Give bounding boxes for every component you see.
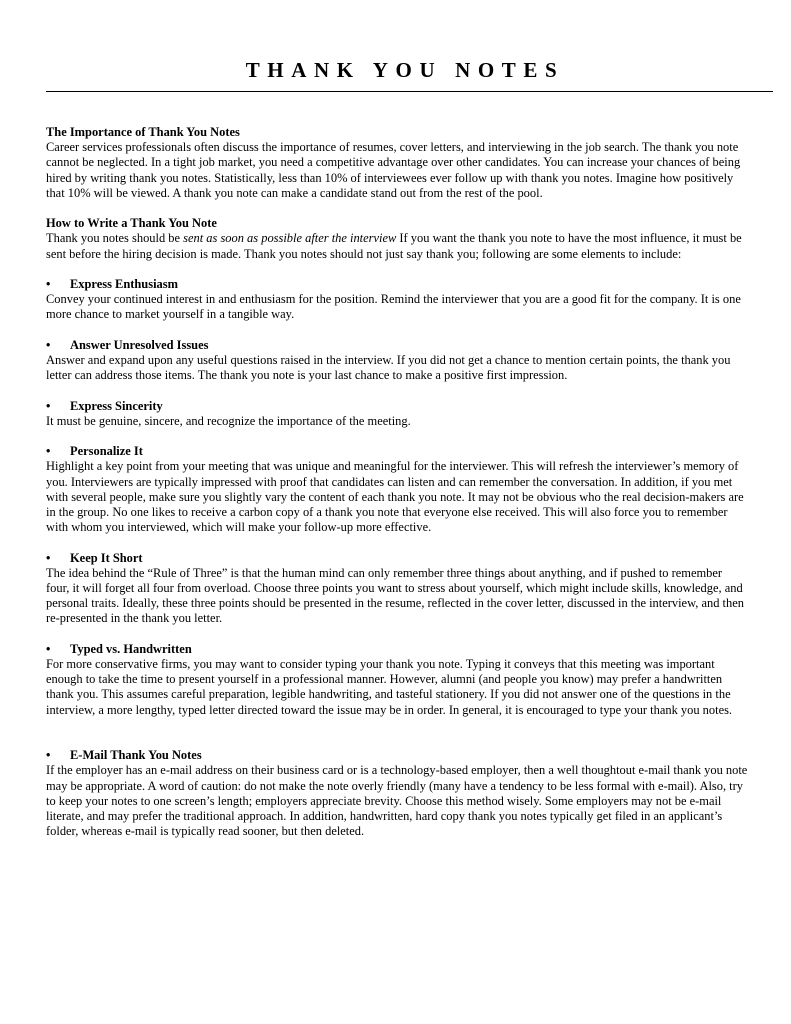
document-body: [46, 125, 748, 855]
element-answer-unresolved-issues: [46, 338, 748, 384]
element-body: If the employer has an e-mail address on their business card or is a technology-based employer, then a well thoughtout e-mail thank you note may be appropriate. A word of caution: do not make the note overly friendly (many have a tendency to be less formal with e-mail). Also, try to keep your notes to one screen’s length; employers appreciate brevity. Choose this method wisely. Some employers may not be e-mail literate, and may prefer the traditional approach. In addition, handwritten, hard copy thank you notes typically get filed in an applicant’s folder, whereas e-mail is typically read sooner, but then deleted.: [46, 763, 748, 839]
element-body: It must be genuine, sincere, and recognize the importance of the meeting.: [46, 413, 411, 428]
element-express-sincerity: [46, 399, 748, 429]
section-heading: The Importance of Thank You Notes: [46, 125, 240, 139]
element-body: For more conservative firms, you may want to consider typing your thank you note. Typing it conveys that this meeting was important enough to take the time to present yourself in a professional manner. However, alumni (and people you know) may prefer a handwritten thank you. This assumes careful preparation, legible handwriting, and tasteful stationery. If you did not answer one of the questions in the interview, a more lengthy, typed letter directed toward the issue may be in order. In general, it is encouraged to type your thank you notes.: [46, 657, 733, 717]
element-personalize-it: [46, 444, 748, 535]
section-how-to-write: [46, 216, 748, 262]
element-keep-it-short: [46, 551, 748, 627]
body-text: If you want the thank you note to have the most influence, it must be sent before the hiring decision is made. Thank you notes should not just say thank you; following are some elements to include:: [46, 231, 742, 261]
emphasized-text: sent as soon as possible after the interview: [183, 231, 397, 246]
section-heading: How to Write a Thank You Note: [46, 216, 217, 231]
bullet-icon: •: [46, 337, 51, 352]
element-typed-vs-handwritten: [46, 642, 748, 718]
element-heading: • E-Mail Thank You Notes: [46, 748, 202, 763]
element-heading: • Keep It Short: [46, 550, 143, 565]
section-importance: [46, 125, 748, 201]
section-body: Career services professionals often discuss the importance of resumes, cover letters, and interviewing in the job search. The thank you note cannot be neglected. In a tight job market, you need a competitive advantage over other candidates. You can increase your chances of being hired by writing thank you notes. Statistically, less than 10% of interviewees ever follow up with thank you notes. Imagine how positively that 10% will be viewed. A thank you note can make a candidate stand out from the rest of the pool.: [46, 140, 741, 200]
element-body: Convey your continued interest in and enthusiasm for the position. Remind the interviewer that you are a good fit for the company. It is one more chance to market yourself in a tangible way.: [46, 292, 741, 322]
body-text: Thank you notes should be: [46, 231, 184, 246]
element-email-thank-you-notes: [46, 748, 748, 839]
spacer: [46, 733, 748, 748]
element-heading: • Express Enthusiasm: [46, 277, 178, 291]
bullet-icon: •: [46, 277, 51, 291]
bullet-icon: •: [46, 398, 51, 413]
element-body: Answer and expand upon any useful questions raised in the interview. If you did not get a chance to mention certain points, the thank you letter can address those items. The thank you note is your last chance to make a positive first impression.: [46, 353, 731, 383]
bullet-icon: •: [46, 550, 51, 565]
page-title: THANK YOU NOTES: [245, 58, 565, 82]
bullet-icon: •: [46, 444, 51, 459]
element-heading: • Personalize It: [46, 444, 143, 459]
title-divider: [46, 91, 773, 92]
element-body: The idea behind the “Rule of Three” is that the human mind can only remember three things about anything, and if pushed to remember four, it will forget all four from overload. Choose three points you want to stress about yourself, which might include skills, knowledge, and personal traits. Ideally, these three points should be presented in the resume, reflected in the cover letter, discussed in the interview, and then re-presented in the thank you letter.: [46, 565, 744, 626]
element-heading: • Answer Unresolved Issues: [46, 337, 209, 352]
bullet-icon: •: [46, 748, 51, 763]
element-heading: • Express Sincerity: [46, 398, 163, 413]
element-heading: • Typed vs. Handwritten: [46, 641, 192, 656]
element-body: Highlight a key point from your meeting that was unique and meaningful for the interviewer. This will refresh the interviewer’s memory of you. Interviewers are typically impressed with proof that candidates can listen and can remember the conversation. In addition, if you met with several people, make sure you slightly vary the content of each thank you note. It may not be obvious who the real decision-makers are in the group. No one likes to receive a carbon copy of a thank you note that everyone else received. This will also force you to remember with whom you interviewed, which will make your follow-up more effective.: [46, 459, 744, 535]
section-body: [46, 231, 748, 261]
bullet-icon: •: [46, 641, 51, 656]
element-express-enthusiasm: [46, 277, 748, 323]
